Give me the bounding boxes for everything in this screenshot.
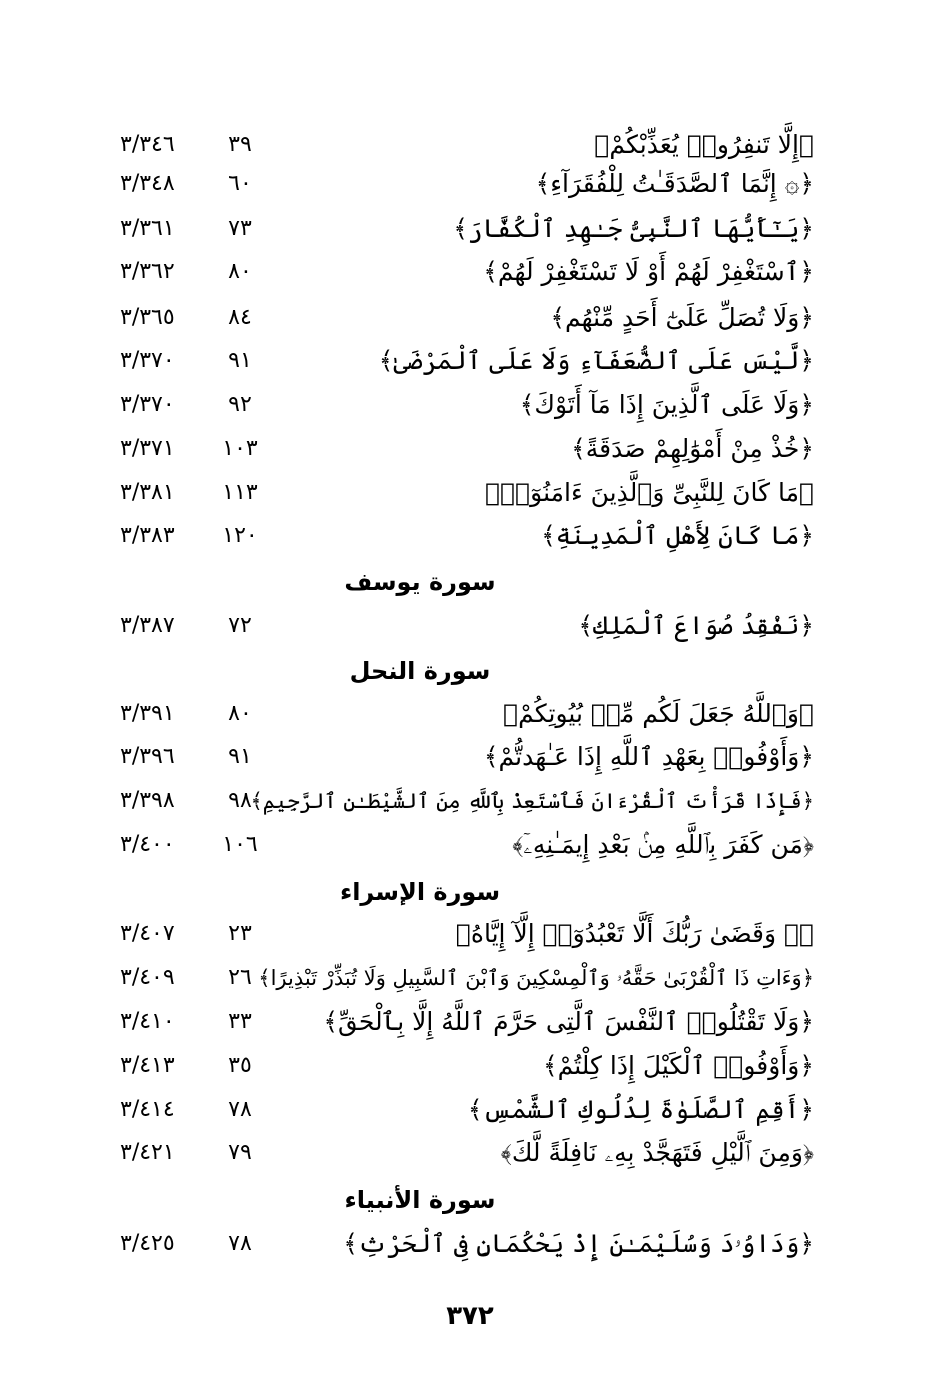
index-entry	[0, 737, 939, 777]
ayah-number: ٧٩	[228, 1140, 252, 1165]
verse-text: ﴿۞ وَقَضَىٰ رَبُّكَ أَلَّا تَعْبُدُوٓا۟ إِلَّآ إِيَّاهُ﴾	[455, 919, 814, 948]
verse-text: ﴿إِلَّا تَنفِرُوا۟ يُعَذِّبْكُمْ﴾	[594, 130, 814, 159]
ayah-number: ١٠٣	[222, 436, 258, 461]
verse-text: ﴿۞ إِنَّمَا ٱلصَّدَقَـٰتُ لِلْفُقَرَآءِ﴾	[535, 169, 814, 198]
volume-page-ref: ٣/٤٢٥	[120, 1231, 175, 1256]
volume-page-ref: ٣/٤١٤	[120, 1097, 175, 1122]
volume-page-ref: ٣/٣٧٠	[120, 348, 175, 373]
index-entry	[0, 825, 939, 865]
verse-text: ﴿نَفْقِدُ صُوَاعَ ٱلْمَلِكِ﴾	[578, 611, 814, 640]
verse-text: ﴿مَا كَانَ لِأَهْلِ ٱلْمَدِينَةِ﴾	[541, 521, 814, 550]
index-entry	[0, 385, 939, 425]
verse-text: ﴿وَأَوْفُوا۟ بِعَهْدِ ٱللَّهِ إِذَا عَـٰهَدتُّمْ﴾	[483, 742, 814, 771]
surah-heading: سورة يوسف	[344, 568, 496, 596]
volume-page-ref: ٣/٣٤٨	[120, 171, 175, 196]
ayah-number: ٨٠	[228, 259, 252, 284]
verse-text: ﴿لَّيْسَ عَلَى ٱلضُّعَفَآءِ وَلَا عَلَى ٱلْمَرْضَىٰ﴾	[378, 346, 814, 375]
verse-text: ﴿وَلَا تَقْتُلُوا۟ ٱلنَّفْسَ ٱلَّتِى حَرَّمَ ٱللَّهُ إِلَّا بِٱلْحَقِّ﴾	[323, 1007, 814, 1036]
index-entry	[0, 164, 939, 204]
volume-page-ref: ٣/٤٠٩	[120, 965, 175, 990]
verse-text: ﴿وَأَوْفُوا۟ ٱلْكَيْلَ إِذَا كِلْتُمْ﴾	[542, 1051, 814, 1080]
volume-page-ref: ٣/٣٨٣	[120, 523, 175, 548]
index-entry	[0, 473, 939, 513]
ayah-number: ١٠٦	[222, 832, 258, 857]
ayah-number: ٨٠	[228, 701, 252, 726]
volume-page-ref: ٣/٤٠٠	[120, 832, 175, 857]
index-entry	[0, 958, 939, 998]
index-entry	[0, 252, 939, 292]
ayah-number: ٩١	[228, 348, 252, 373]
page-number: ٣٧٢	[446, 1301, 494, 1331]
ayah-number: ٩٨	[228, 788, 252, 813]
verse-text: ﴿وَءَاتِ ذَا ٱلْقُرْبَىٰ حَقَّهُۥ وَٱلْمِسْكِينَ وَٱبْنَ ٱلسَّبِيلِ وَلَا تُبَذِّرْ تَبْذِيرًا﴾	[258, 966, 814, 990]
surah-heading: سورة الأنبياء	[344, 1186, 496, 1214]
ayah-number: ١٢٠	[222, 523, 258, 548]
surah-heading: سورة الإسراء	[339, 878, 501, 906]
verse-text: ﴿مَا كَانَ لِلنَّبِىِّ وَٱلَّذِينَ ءَامَنُوٓا۟﴾	[485, 478, 814, 507]
volume-page-ref: ٣/٤١٠	[120, 1009, 175, 1034]
ayah-number: ٣٩	[228, 132, 252, 157]
ayah-number: ٧٨	[228, 1097, 252, 1122]
ayah-number: ١١٣	[222, 480, 258, 505]
volume-page-ref: ٣/٤٢١	[120, 1140, 175, 1165]
verse-text: ﴿وَلَا تُصَلِّ عَلَىٰٓ أَحَدٍ مِّنْهُم﴾	[550, 303, 814, 332]
index-entry	[0, 1090, 939, 1130]
verse-text: ﴿وَلَا عَلَى ٱلَّذِينَ إِذَا مَآ أَتَوْكَ﴾	[519, 390, 814, 419]
volume-page-ref: ٣/٣٦٥	[120, 305, 175, 330]
volume-page-ref: ٣/٣٧١	[120, 436, 175, 461]
index-entry	[0, 516, 939, 556]
verse-text: ﴿فَإِذَا قَرَأْتَ ٱلْقُرْءَانَ فَٱسْتَعِذْ بِٱللَّهِ مِنَ ٱلشَّيْطَـٰنِ ٱلرَّجِيمِ﴾	[250, 789, 814, 813]
ayah-number: ٧٢	[228, 613, 252, 638]
verse-text: ﴿يَـٰٓأَيُّهَا ٱلنَّبِىُّ جَـٰهِدِ ٱلْكُفَّارَ﴾	[453, 214, 814, 243]
volume-page-ref: ٣/٣٩٨	[120, 788, 175, 813]
ayah-number: ٧٣	[228, 216, 252, 241]
index-entry	[0, 1133, 939, 1173]
index-entry	[0, 781, 939, 821]
verse-text: ﴿خُذْ مِنْ أَمْوَٰلِهِمْ صَدَقَةً﴾	[571, 434, 814, 463]
volume-page-ref: ٣/٣٩٦	[120, 744, 175, 769]
volume-page-ref: ٣/٣٨١	[120, 480, 175, 505]
ayah-number: ٩٢	[228, 392, 252, 417]
ayah-number: ٣٥	[228, 1053, 252, 1078]
volume-page-ref: ٣/٣٨٧	[120, 613, 175, 638]
index-entry	[0, 694, 939, 734]
index-entry	[0, 298, 939, 338]
volume-page-ref: ٣/٤١٣	[120, 1053, 175, 1078]
volume-page-ref: ٣/٣٦٢	[120, 259, 175, 284]
ayah-number: ٨٤	[228, 305, 252, 330]
volume-page-ref: ٣/٣٧٠	[120, 392, 175, 417]
index-entry	[0, 125, 939, 165]
surah-heading: سورة النحل	[349, 657, 491, 685]
volume-page-ref: ٣/٣٦١	[120, 216, 175, 241]
index-entry	[0, 914, 939, 954]
verse-text: ﴿مَن كَفَرَ بِٱللَّهِ مِنۢ بَعْدِ إِيمَـٰنِهِۦٓ﴾	[512, 830, 814, 859]
verse-text: ﴿وَٱللَّهُ جَعَلَ لَكُم مِّنۢ بُيُوتِكُمْ﴾	[503, 699, 814, 728]
volume-page-ref: ٣/٣٤٦	[120, 132, 175, 157]
index-entry	[0, 429, 939, 469]
index-entry	[0, 1224, 939, 1264]
ayah-number: ٣٣	[228, 1009, 252, 1034]
ayah-number: ٢٣	[228, 921, 252, 946]
ayah-number: ٧٨	[228, 1231, 252, 1256]
verse-text: ﴿ٱسْتَغْفِرْ لَهُمْ أَوْ لَا تَسْتَغْفِرْ لَهُمْ﴾	[483, 257, 814, 286]
index-entry	[0, 606, 939, 646]
index-entry	[0, 341, 939, 381]
verse-text: ﴿وَمِنَ ٱلَّيْلِ فَتَهَجَّدْ بِهِۦ نَافِلَةً لَّكَ﴾	[500, 1138, 814, 1167]
volume-page-ref: ٣/٤٠٧	[120, 921, 175, 946]
ayah-number: ٦٠	[228, 171, 252, 196]
volume-page-ref: ٣/٣٩١	[120, 701, 175, 726]
verse-text: ﴿أَقِمِ ٱلصَّلَوٰةَ لِدُلُوكِ ٱلشَّمْسِ﴾	[467, 1095, 814, 1124]
index-entry	[0, 1002, 939, 1042]
ayah-number: ٩١	[228, 744, 252, 769]
index-entry	[0, 1046, 939, 1086]
index-entry	[0, 209, 939, 249]
verse-text: ﴿وَدَاوُۥدَ وَسُلَيْمَـٰنَ إِذْ يَحْكُمَانِ فِى ٱلْحَرْثِ﴾	[343, 1229, 814, 1258]
ayah-number: ٢٦	[228, 965, 252, 990]
